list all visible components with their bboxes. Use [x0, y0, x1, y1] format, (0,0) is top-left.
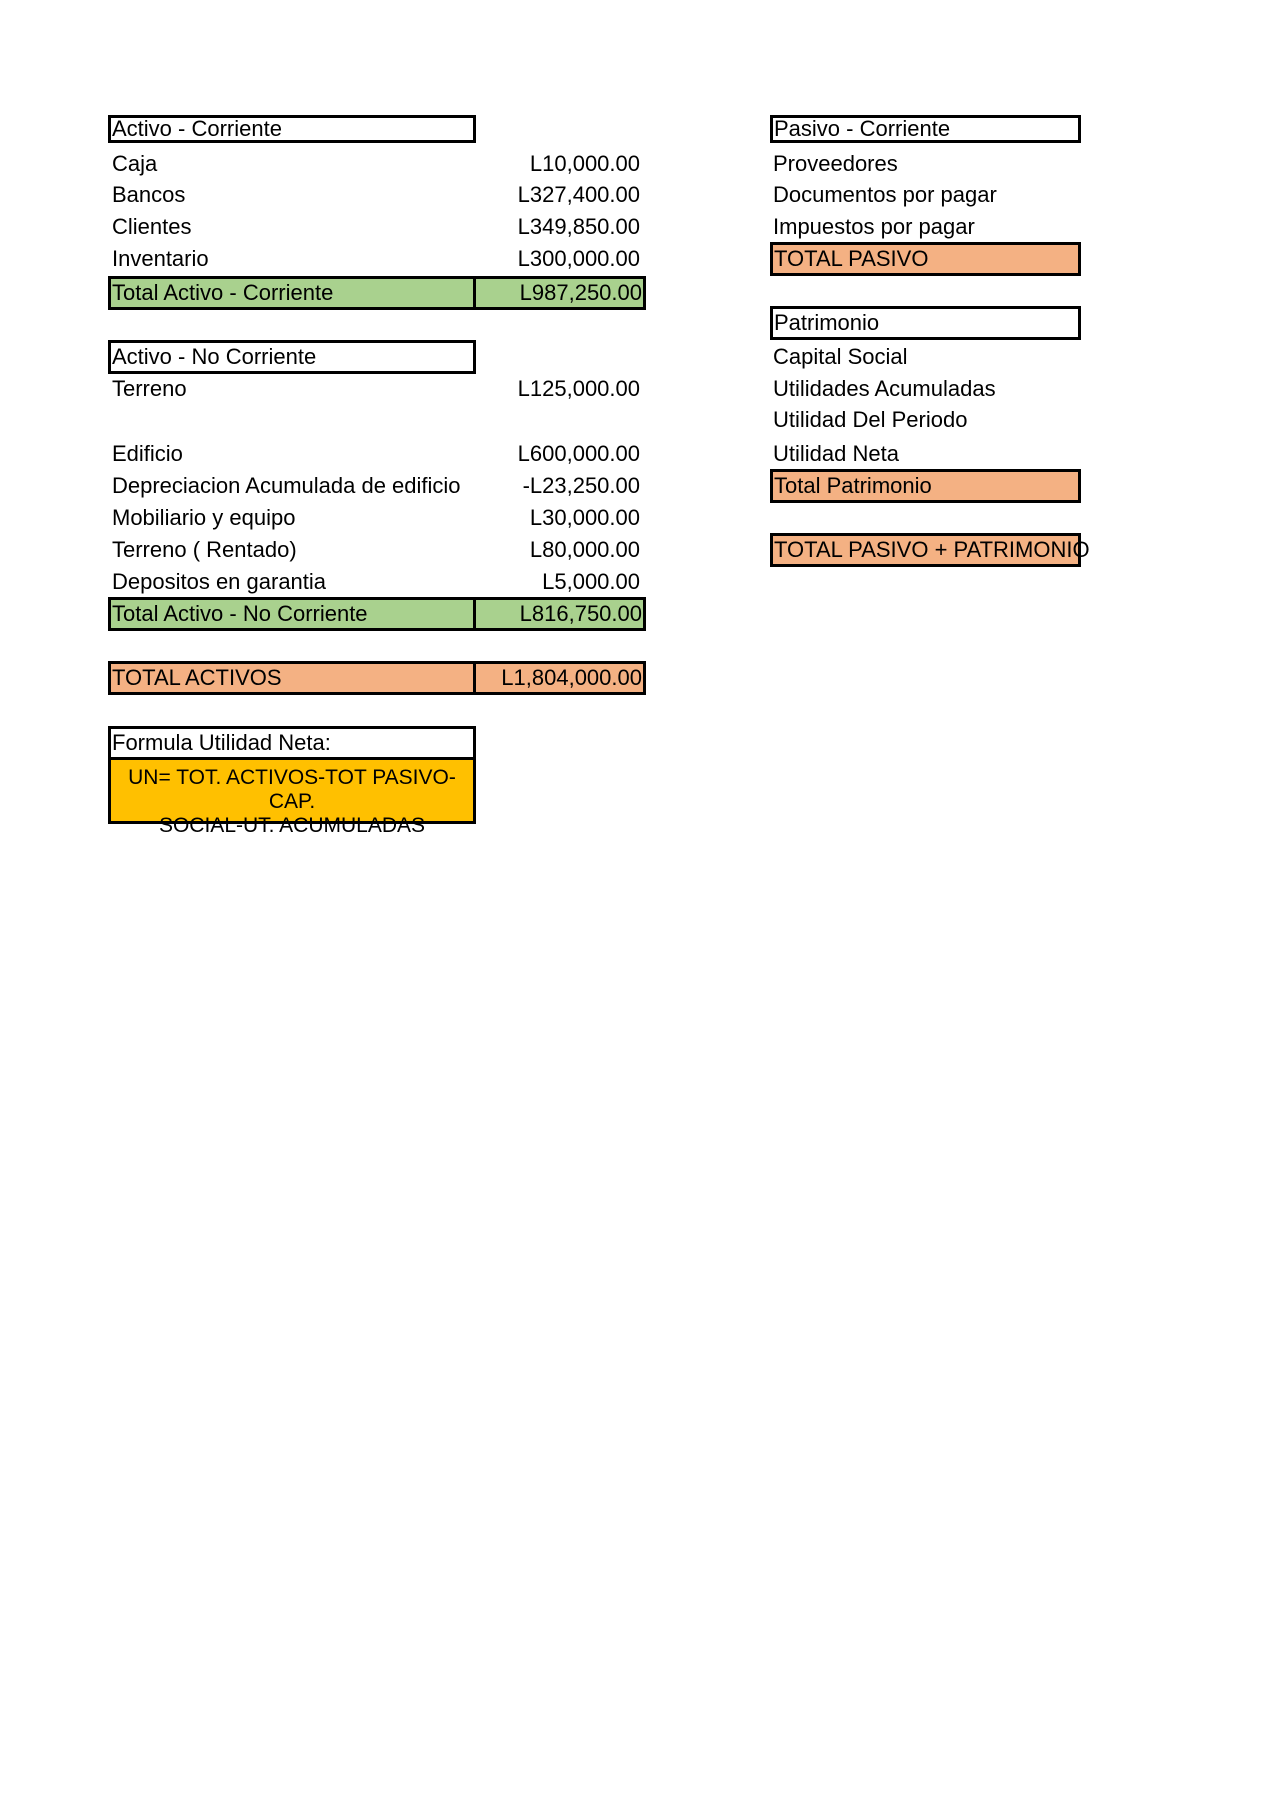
- row-label: Inventario: [112, 246, 209, 271]
- row-value: -L23,250.00: [522, 473, 640, 498]
- table-row: [108, 536, 644, 564]
- total-pasivo-patrimonio: TOTAL PASIVO + PATRIMONIO: [770, 533, 1081, 567]
- total-pasivo: TOTAL PASIVO: [770, 242, 1081, 276]
- total-activos-value: L1,804,000.00: [473, 661, 646, 695]
- table-row: [108, 568, 644, 596]
- row-value: L300,000.00: [517, 246, 640, 271]
- formula-body: [108, 757, 476, 837]
- formula-line-2: SOCIAL-UT. ACUMULADAS: [158, 814, 426, 837]
- formula-line-1: UN= TOT. ACTIVOS-TOT PASIVO-CAP.: [128, 766, 456, 813]
- table-row: [108, 472, 644, 500]
- row-label: Terreno ( Rentado): [112, 537, 297, 562]
- total-activo-no-corriente-value: L816,750.00: [473, 597, 646, 631]
- row-label: Mobiliario y equipo: [112, 505, 296, 530]
- row-value: L600,000.00: [517, 441, 640, 466]
- row-label: Depreciacion Acumulada de edificio: [112, 473, 461, 498]
- row-value: L125,000.00: [517, 376, 640, 401]
- table-row: [108, 181, 644, 209]
- row-value: L80,000.00: [529, 537, 640, 562]
- total-activos-label: TOTAL ACTIVOS: [108, 661, 476, 695]
- list-item: Capital Social: [773, 344, 908, 369]
- table-row: [108, 150, 644, 178]
- row-label: Edificio: [112, 441, 183, 466]
- table-row: [108, 440, 644, 468]
- total-activo-no-corriente-label: Total Activo - No Corriente: [108, 597, 476, 631]
- patrimonio-header: Patrimonio: [770, 306, 1081, 340]
- list-item: Impuestos por pagar: [773, 214, 975, 239]
- row-label: Clientes: [112, 214, 192, 239]
- list-item: Proveedores: [773, 151, 898, 176]
- list-item: Documentos por pagar: [773, 182, 997, 207]
- formula-header: Formula Utilidad Neta:: [108, 726, 476, 760]
- list-item: Utilidad Del Periodo: [773, 407, 968, 432]
- row-label: Bancos: [112, 182, 186, 207]
- activo-no-corriente-header: Activo - No Corriente: [108, 340, 476, 374]
- row-value: L10,000.00: [529, 151, 640, 176]
- row-value: L5,000.00: [542, 569, 640, 594]
- activo-corriente-header: Activo - Corriente: [108, 115, 476, 143]
- total-activo-corriente-label: Total Activo - Corriente: [108, 276, 476, 310]
- total-activo-corriente-value: L987,250.00: [473, 276, 646, 310]
- list-item: Utilidad Neta: [773, 441, 899, 466]
- row-value: L327,400.00: [517, 182, 640, 207]
- table-row: [108, 504, 644, 532]
- table-row: [108, 245, 644, 273]
- table-row: [108, 375, 644, 403]
- list-item: Utilidades Acumuladas: [773, 376, 996, 401]
- row-label: Depositos en garantia: [112, 569, 327, 594]
- total-patrimonio: Total Patrimonio: [770, 469, 1081, 503]
- row-label: Caja: [112, 151, 158, 176]
- pasivo-corriente-header: Pasivo - Corriente: [770, 115, 1081, 143]
- row-value: L349,850.00: [517, 214, 640, 239]
- row-value: L30,000.00: [529, 505, 640, 530]
- table-row: [108, 213, 644, 241]
- row-label: Terreno: [112, 376, 187, 401]
